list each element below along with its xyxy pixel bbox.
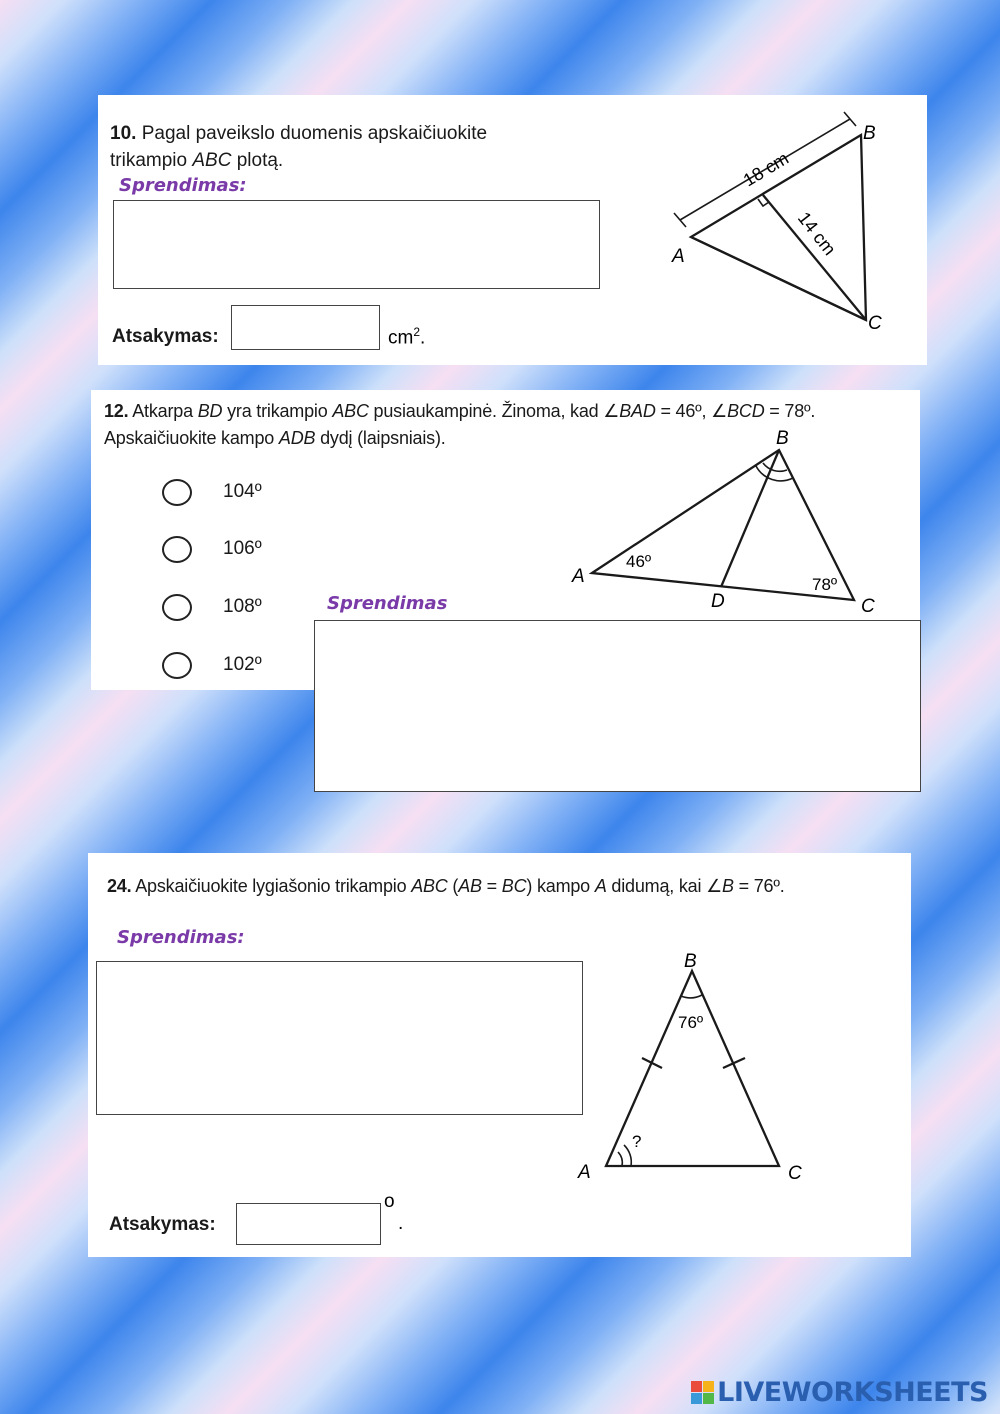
vertex-label-a: A [672,246,685,267]
vertex-label-d: D [711,591,725,612]
question-10-panel [98,95,927,365]
height-length-label: 14 cm [793,208,840,260]
answer-label: Atsakymas: [109,1214,216,1235]
option-radio-104[interactable] [162,479,192,506]
vertex-label-c: C [788,1163,802,1184]
solution-label: Sprendimas: [119,175,247,196]
side-length-label: 18 cm [739,148,793,191]
option-label-104: 104º [223,481,262,502]
solution-label: Sprendimas: [117,927,245,948]
angle-label-b: 76º [678,1013,704,1032]
angle-label-a: ? [632,1132,642,1151]
answer-period: . [398,1213,404,1234]
angle-label-c: 78º [812,575,838,594]
answer-input[interactable] [231,305,380,350]
angle-arc-b [681,995,702,998]
option-radio-108[interactable] [162,594,192,621]
degree-symbol: o [384,1191,395,1212]
solution-label: Sprendimas [327,593,448,614]
vertex-label-b: B [776,428,789,449]
question-12-text: 12. Atkarpa BD yra trikampio ABC pusiaukampinė. Žinoma, kad ∠BAD = 46º, ∠BCD = 78º. Apskaičiuokite kampo ADB dydį (laipsniais). [104,401,816,448]
angle-label-a: 46º [626,552,652,571]
triangle-figure [561,420,916,620]
question-24-panel [88,853,911,1257]
question-number: 10. [110,123,137,144]
question-24-text: 24. Apskaičiuokite lygiašonio trikampio ABC (AB = BC) kampo A didumą, kai ∠B = 76º. [107,876,785,896]
brand-name: LIVEWORKSHEETS [717,1377,988,1408]
solution-input[interactable] [113,200,600,289]
question-10-text: 10. Pagal paveikslo duomenis apskaičiuokite trikampio ABC plotą. [110,123,488,171]
vertex-label-a: A [578,1162,591,1183]
vertex-label-b: B [863,123,876,144]
answer-label: Atsakymas: [112,326,219,347]
vertex-label-c: C [861,596,875,617]
answer-unit: $cm^2$. [388,325,426,349]
option-label-108: 108º [223,596,262,617]
option-label-106: 106º [223,538,262,559]
solution-input[interactable] [314,620,921,792]
bisector-bd [721,450,779,587]
angle-arc-a [624,1145,631,1166]
liveworksheets-icon [691,1381,714,1404]
option-radio-102[interactable] [162,652,192,679]
vertex-label-b: B [684,951,697,972]
answer-input[interactable] [236,1203,381,1245]
option-label-102: 102º [223,654,262,675]
triangle-figure [658,110,928,355]
side-ac [691,237,866,320]
option-radio-106[interactable] [162,536,192,563]
vertex-label-c: C [868,313,882,334]
solution-input[interactable] [96,961,583,1115]
vertex-label-a: A [572,566,585,587]
liveworksheets-logo [691,1377,988,1408]
triangle-figure [573,943,813,1193]
